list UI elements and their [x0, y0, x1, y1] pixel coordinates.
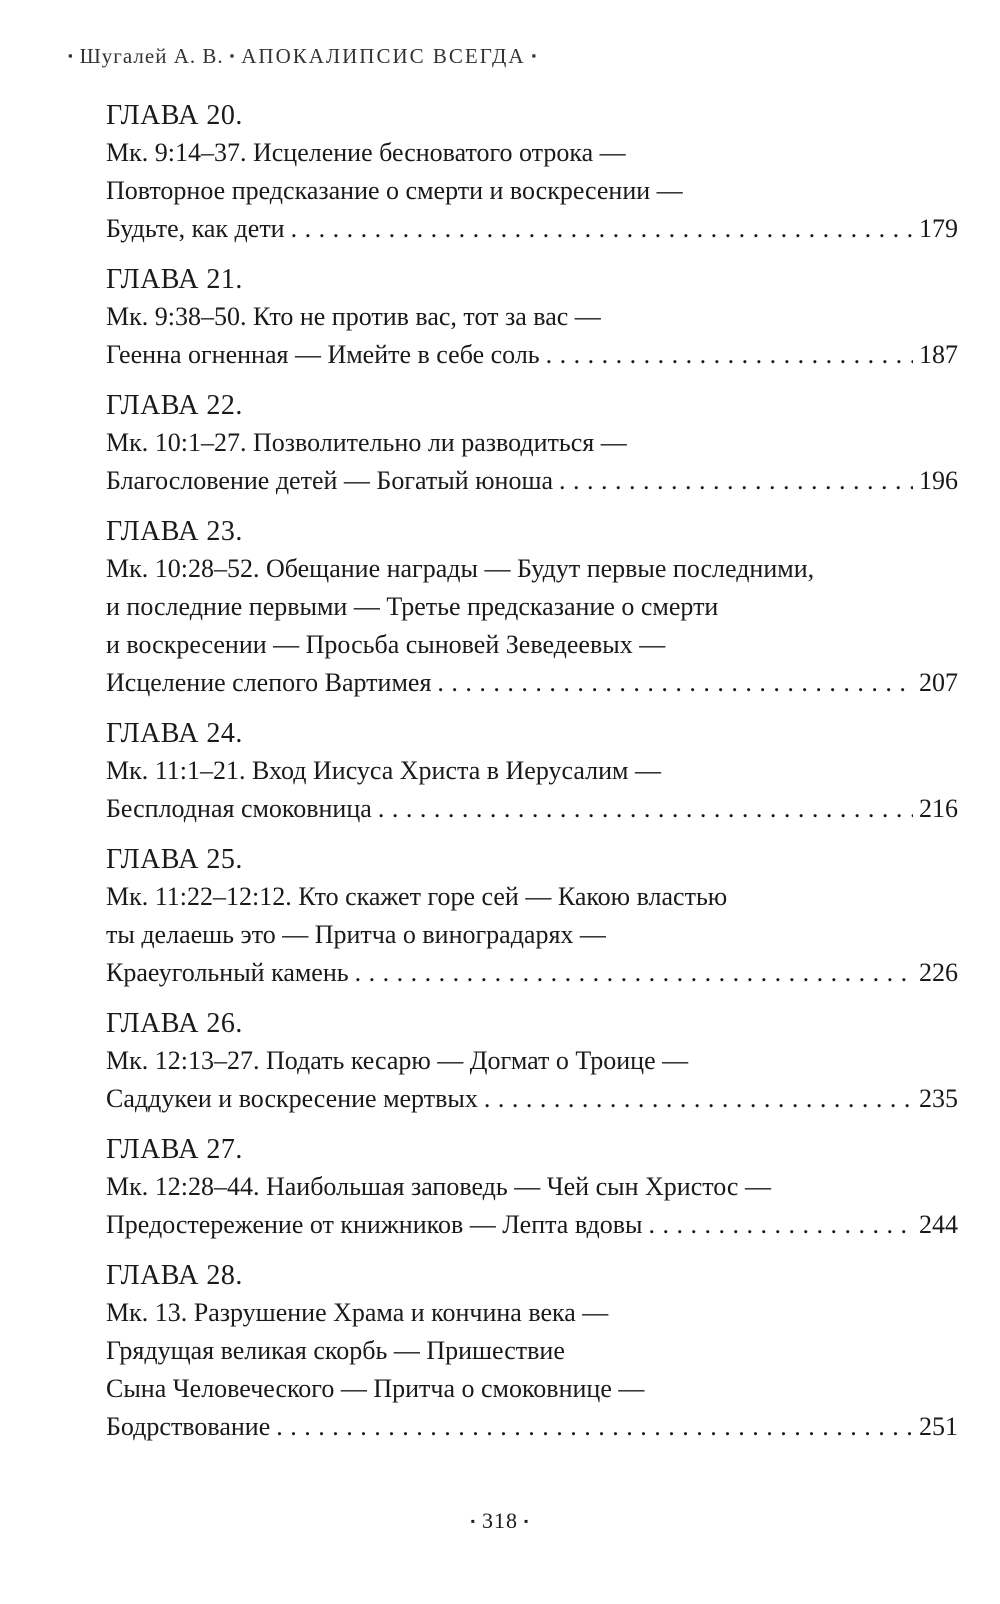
- chapter-description-line: Грядущая великая скорбь — Пришествие: [106, 1336, 565, 1365]
- dot-leader: [276, 1408, 913, 1446]
- dot-leader: [378, 790, 913, 828]
- toc-page-number: 251: [919, 1412, 958, 1441]
- chapter-final-line: [106, 336, 958, 374]
- chapter-heading: ГЛАВА 25.: [106, 844, 243, 875]
- toc-page-number: 187: [919, 340, 958, 369]
- toc-entry: [106, 1132, 958, 1244]
- chapter-heading: ГЛАВА 24.: [106, 718, 243, 749]
- bullet-ornament: ▪: [531, 48, 538, 63]
- table-of-contents: [106, 98, 958, 1460]
- dot-leader: [355, 954, 913, 992]
- toc-entry: [106, 1006, 958, 1118]
- dot-leader: [546, 336, 913, 374]
- chapter-description-line: Будьте, как дети: [106, 214, 285, 243]
- toc-entry: [106, 842, 958, 992]
- bullet-ornament: ▪: [524, 1514, 530, 1528]
- dot-leader: [648, 1206, 913, 1244]
- chapter-description-line: Мк. 9:38–50. Кто не против вас, тот за вас —: [106, 302, 601, 331]
- chapter-heading: ГЛАВА 28.: [106, 1260, 243, 1291]
- toc-page-number: 179: [919, 214, 958, 243]
- chapter-final-line: [106, 664, 958, 702]
- dot-leader: [484, 1080, 913, 1118]
- toc-page-number: 244: [919, 1210, 958, 1239]
- chapter-heading: ГЛАВА 23.: [106, 516, 243, 547]
- bullet-ornament: ▪: [68, 48, 74, 63]
- toc-entry: [106, 262, 958, 374]
- dot-leader: [437, 664, 913, 702]
- dot-leader: [291, 210, 913, 248]
- chapter-description-line: Предостережение от книжников — Лепта вдовы: [106, 1210, 643, 1239]
- chapter-description-line: Мк. 9:14–37. Исцеление бесноватого отрока —: [106, 138, 626, 167]
- chapter-heading: ГЛАВА 22.: [106, 390, 243, 421]
- toc-entry: [106, 388, 958, 500]
- chapter-description-line: Мк. 11:1–21. Вход Иисуса Христа в Иерусалим —: [106, 756, 661, 785]
- chapter-final-line: [106, 954, 958, 992]
- chapter-description-line: Мк. 12:28–44. Наибольшая заповедь — Чей сын Христос —: [106, 1172, 771, 1201]
- chapter-description-line: и воскресении — Просьба сыновей Зеведеевых —: [106, 630, 666, 659]
- dot-leader: [559, 462, 913, 500]
- chapter-final-line: [106, 210, 958, 248]
- running-head-title: АПОКАЛИПСИС ВСЕГДА: [241, 44, 526, 68]
- chapter-description-line: Бодрствование: [106, 1412, 271, 1441]
- chapter-heading: ГЛАВА 21.: [106, 264, 243, 295]
- toc-entry: [106, 716, 958, 828]
- chapter-heading: ГЛАВА 26.: [106, 1008, 243, 1039]
- chapter-description-line: Бесплодная смоковница: [106, 794, 372, 823]
- toc-page-number: 207: [919, 668, 958, 697]
- chapter-description-line: ты делаешь это — Притча о виноградарях —: [106, 920, 606, 949]
- chapter-description-line: Благословение детей — Богатый юноша: [106, 466, 554, 495]
- toc-entry: [106, 98, 958, 248]
- chapter-description-line: Исцеление слепого Вартимея: [106, 668, 432, 697]
- chapter-heading: ГЛАВА 27.: [106, 1134, 243, 1165]
- chapter-description-line: Саддукеи и воскресение мертвых: [106, 1084, 478, 1113]
- chapter-final-line: [106, 790, 958, 828]
- running-head: [62, 44, 543, 69]
- chapter-heading: ГЛАВА 20.: [106, 100, 243, 131]
- toc-page-number: 235: [919, 1084, 958, 1113]
- chapter-description-line: Мк. 10:28–52. Обещание награды — Будут первые последними,: [106, 554, 815, 583]
- chapter-description-line: и последние первыми — Третье предсказание о смерти: [106, 592, 719, 621]
- toc-entry: [106, 1258, 958, 1446]
- toc-page-number: 196: [919, 466, 958, 495]
- chapter-final-line: [106, 1206, 958, 1244]
- chapter-description-line: Геенна огненная — Имейте в себе соль: [106, 340, 540, 369]
- bullet-ornament: ▪: [229, 48, 236, 63]
- running-head-author: Шугалей А. В.: [79, 44, 224, 68]
- toc-entry: [106, 514, 958, 702]
- chapter-final-line: [106, 1080, 958, 1118]
- chapter-final-line: [106, 1408, 958, 1446]
- toc-page-number: 226: [919, 958, 958, 987]
- chapter-description-line: Сына Человеческого — Притча о смоковнице —: [106, 1374, 645, 1403]
- chapter-final-line: [106, 462, 958, 500]
- bullet-ornament: ▪: [470, 1514, 476, 1528]
- page-number: [0, 1508, 1000, 1534]
- page-number-value: 318: [482, 1508, 518, 1533]
- chapter-description-line: Повторное предсказание о смерти и воскресении —: [106, 176, 683, 205]
- toc-page-number: 216: [919, 794, 958, 823]
- chapter-description-line: Мк. 11:22–12:12. Кто скажет горе сей — Какою властью: [106, 882, 728, 911]
- chapter-description-line: Мк. 10:1–27. Позволительно ли разводиться —: [106, 428, 627, 457]
- chapter-description-line: Мк. 12:13–27. Подать кесарю — Догмат о Троице —: [106, 1046, 689, 1075]
- chapter-description-line: Краеугольный камень: [106, 958, 349, 987]
- chapter-description-line: Мк. 13. Разрушение Храма и кончина века —: [106, 1298, 609, 1327]
